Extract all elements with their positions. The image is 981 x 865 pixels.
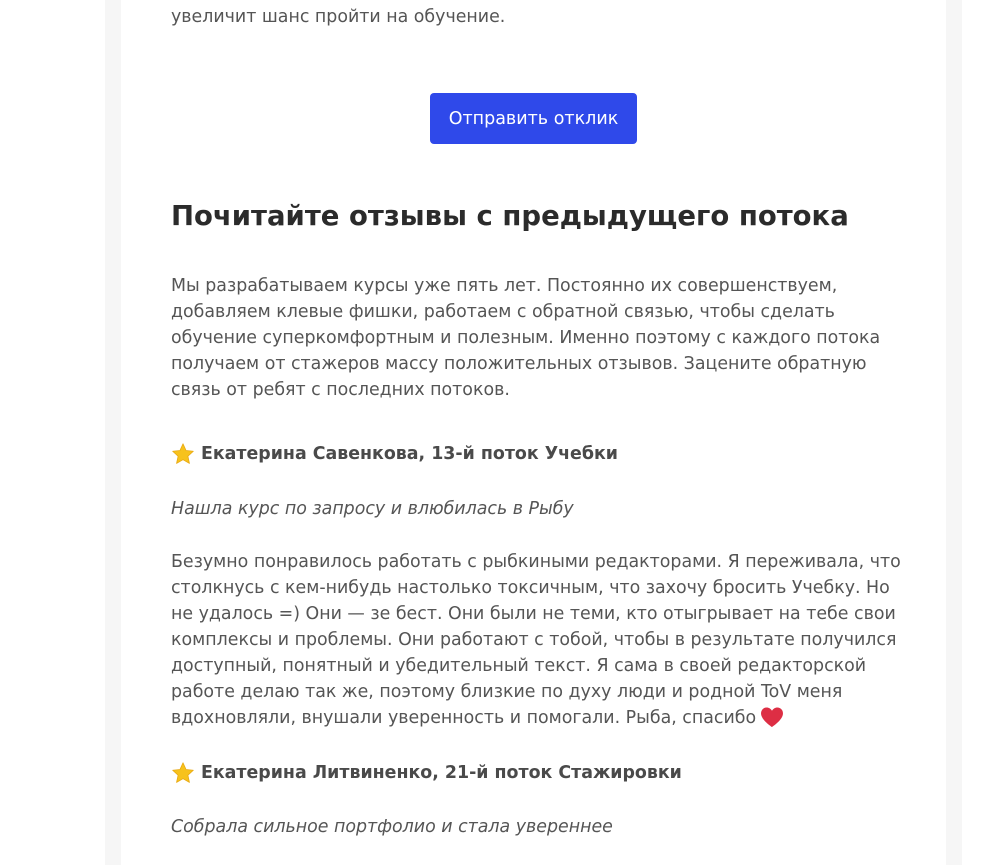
star-icon <box>171 442 195 466</box>
test-task-note-line-2: увеличит шанс пройти на обучение. <box>171 7 506 27</box>
review-body-text: Безумно понравилось работать с рыбкиными редакторами. Я переживала, что столкнусь с кем-нибудь настолько токсичным, что захочу бросить Учебку. Но не удалось =) Они — зе бест. Они были не теми, кто отыгрывает на тебе свои комплексы и проблемы. Они работают с тобой, чтобы в результате получился доступный, понятный и убедительный текст. Я сама в своей редакторской работе делаю так же, поэтому близкие по духу люди и родной ToV меня вдохновляли, внушали уверенность и помогали. Рыба, спасибо <box>171 552 901 728</box>
review-author <box>171 760 682 786</box>
test-task-note <box>171 0 901 30</box>
review-headline: Собрала сильное портфолио и стала увереннее <box>171 817 613 837</box>
review-author-name: Екатерина Литвиненко, 21-й поток Стажировки <box>201 763 682 783</box>
review-author <box>171 441 618 467</box>
heart-icon <box>760 706 784 728</box>
star-icon <box>171 761 195 785</box>
reviews-section-intro: Мы разрабатываем курсы уже пять лет. Постоянно их совершенствуем, добавляем клевые фишки, работаем с обратной связью, чтобы сделать обучение суперкомфортным и полезным. Именно поэтому с каждого потока получаем от стажеров массу положительных отзывов. Зацените обратную связь от ребят с последних потоков. <box>171 276 881 400</box>
reviews-section-title: Почитайте отзывы с предыдущего потока <box>171 200 849 232</box>
review-headline: Нашла курс по запросу и влюбилась в Рыбу <box>171 499 574 519</box>
review-body <box>171 549 901 731</box>
cta-container <box>430 93 637 144</box>
send-response-button[interactable]: Отправить отклик <box>430 93 637 144</box>
review-author-name: Екатерина Савенкова, 13-й поток Учебки <box>201 444 618 464</box>
